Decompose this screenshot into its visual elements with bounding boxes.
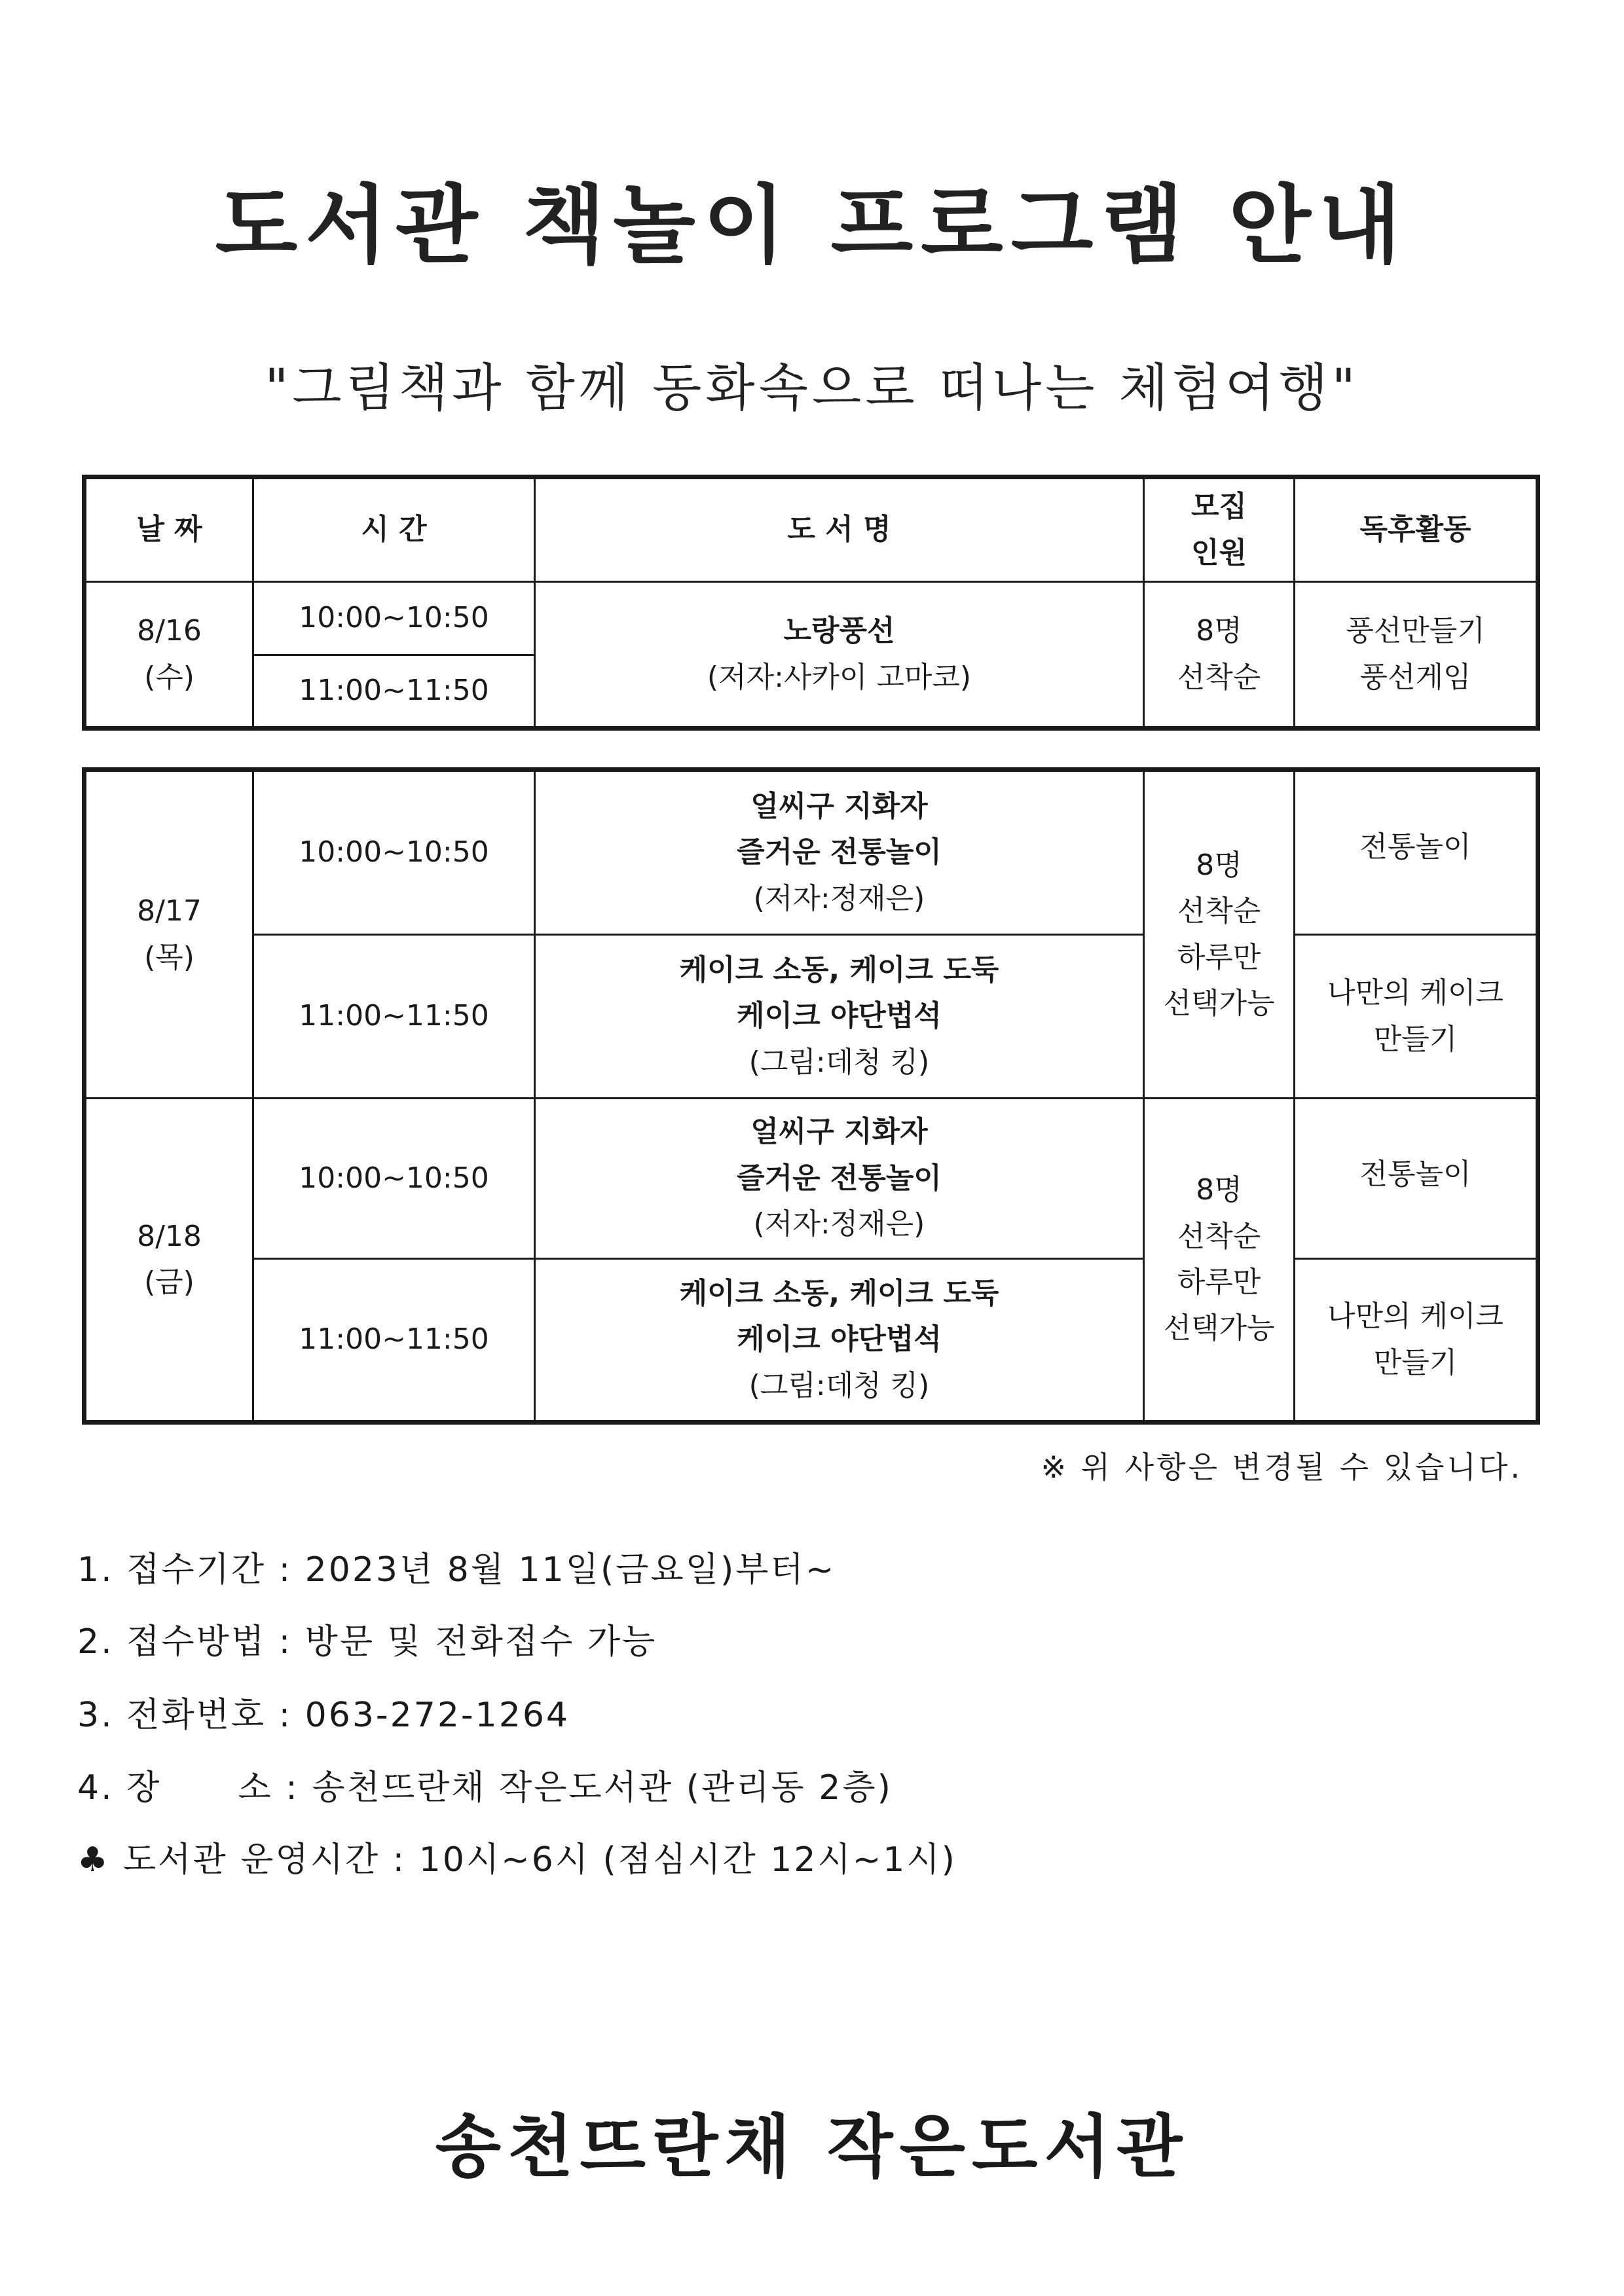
activity-line2: 풍선게임: [1359, 660, 1471, 694]
book-title-line1: 얼씨구 지화자: [750, 1115, 928, 1149]
date-cell: [84, 1099, 253, 1423]
book-title-line1: 케이크 소동, 케이크 도둑: [679, 953, 999, 987]
time-cell: 11:00~11:50: [253, 655, 535, 729]
time-cell: 11:00~11:50: [253, 1259, 535, 1423]
capacity-line1: 8명: [1196, 614, 1242, 648]
library-hours-text: 도서관 운영시간 : 10시~6시 (점심시간 12시~1시): [123, 1840, 957, 1880]
page-title: 도서관 책놀이 프로그램 안내: [215, 175, 1409, 275]
activity-line2: 만들기: [1373, 1345, 1458, 1379]
activity-cell: [1295, 770, 1538, 935]
table-row: [84, 1099, 1538, 1259]
time-cell: 11:00~11:50: [253, 935, 535, 1099]
header-book: 도 서 명: [535, 477, 1144, 582]
capacity-line2: 선착순: [1177, 1219, 1261, 1253]
book-cell: [535, 1099, 1144, 1259]
book-title-line1: 케이크 소동, 케이크 도둑: [679, 1276, 999, 1310]
capacity-line3: 하루만: [1177, 1266, 1261, 1299]
header-capacity-line1: 모집: [1190, 490, 1247, 524]
book-author: (저자:사카이 고마코): [707, 660, 972, 694]
header-time: 시 간: [253, 477, 535, 582]
time-cell: 10:00~10:50: [253, 770, 535, 935]
info-registration-period: 1. 접수기간 : 2023년 8월 11일(금요일)부터~: [77, 1550, 836, 1590]
capacity-cell: [1144, 770, 1295, 1099]
club-icon: ♣: [77, 1840, 110, 1880]
page-subtitle: "그림책과 함께 동화속으로 떠나는 체험여행": [265, 359, 1359, 418]
table-row: [84, 935, 1538, 1099]
activity-line1: 나만의 케이크: [1327, 976, 1504, 1010]
book-title-line2: 즐거운 전통놀이: [737, 1161, 942, 1195]
capacity-line4: 선택가능: [1163, 986, 1275, 1020]
book-title: 노랑풍선: [783, 614, 895, 648]
header-capacity-line2: 인원: [1190, 536, 1247, 570]
activity-line1: 풍선만들기: [1346, 614, 1485, 648]
table-header-row: [84, 477, 1538, 582]
activity-cell: [1295, 1099, 1538, 1259]
header-activity: 독후활동: [1295, 477, 1538, 582]
capacity-line4: 선택가능: [1163, 1311, 1275, 1345]
table-row: [84, 1259, 1538, 1423]
book-cell: [535, 935, 1144, 1099]
capacity-line2: 선착순: [1177, 894, 1261, 928]
schedule-table-aug17-18: [82, 767, 1540, 1425]
date-cell: [84, 770, 253, 1099]
book-credit: (그림:데청 킹): [748, 1368, 930, 1402]
activity-line1: 나만의 케이크: [1327, 1300, 1504, 1334]
date-line1: 8/18: [137, 1219, 202, 1253]
book-credit: (그림:데청 킹): [748, 1045, 930, 1079]
date-cell: [84, 582, 253, 729]
capacity-cell: [1144, 1099, 1295, 1423]
change-notice: ※ 위 사항은 변경될 수 있습니다.: [1041, 1449, 1522, 1485]
activity-line1: 전통놀이: [1359, 830, 1471, 864]
info-registration-method: 2. 접수방법 : 방문 및 전화접수 가능: [77, 1622, 657, 1662]
time-cell: 10:00~10:50: [253, 582, 535, 655]
book-title-line2: 케이크 야단법석: [737, 999, 942, 1033]
time-cell: 10:00~10:50: [253, 1099, 535, 1259]
book-credit: (저자:정재은): [753, 881, 925, 915]
book-cell: [535, 582, 1144, 729]
book-title-line2: 즐거운 전통놀이: [737, 835, 942, 869]
table-row: [84, 582, 1538, 655]
book-cell: [535, 770, 1144, 935]
date-line2: (목): [144, 940, 194, 974]
book-title-line2: 케이크 야단법석: [737, 1322, 942, 1357]
header-capacity: [1144, 477, 1295, 582]
date-line1: 8/17: [137, 894, 202, 928]
activity-line2: 만들기: [1373, 1022, 1458, 1056]
header-date: 날 짜: [84, 477, 253, 582]
capacity-line1: 8명: [1196, 848, 1242, 882]
date-line2: (수): [144, 660, 194, 694]
book-credit: (저자:정재은): [753, 1207, 925, 1241]
book-title-line1: 얼씨구 지화자: [750, 789, 928, 823]
capacity-cell: [1144, 582, 1295, 729]
capacity-line2: 선착순: [1177, 660, 1261, 694]
activity-cell: [1295, 1259, 1538, 1423]
capacity-line3: 하루만: [1177, 940, 1261, 974]
info-phone-number: 3. 전화번호 : 063-272-1264: [77, 1696, 570, 1735]
book-cell: [535, 1259, 1144, 1423]
date-line1: 8/16: [137, 614, 202, 648]
schedule-table-aug16: [82, 475, 1540, 731]
capacity-line1: 8명: [1196, 1173, 1242, 1207]
date-line2: (금): [144, 1266, 194, 1299]
info-location: 4. 장 소 : 송천뜨란채 작은도서관 (관리동 2층): [77, 1768, 893, 1808]
activity-line1: 전통놀이: [1359, 1157, 1471, 1191]
activity-cell: [1295, 582, 1538, 729]
table-row: [84, 770, 1538, 935]
library-name-footer: 송천뜨란채 작은도서관: [435, 2107, 1189, 2187]
activity-cell: [1295, 935, 1538, 1099]
info-library-hours: [77, 1832, 957, 1881]
